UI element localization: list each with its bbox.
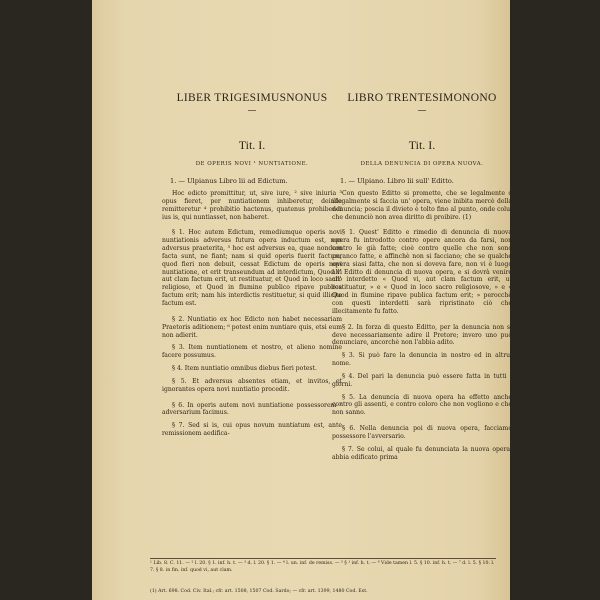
italian-paragraph: § 3. Si può fare la denuncia in nostro ed in altrui nome. (332, 352, 512, 368)
latin-title-dash: — (247, 106, 257, 116)
italian-title-heading: DELLA DENUNCIA DI OPERA NUOVA. (360, 161, 484, 167)
footnotes (150, 558, 496, 574)
italian-paragraph: § 6. Nella denuncia poi di nuova opera, facciamo possessore l'avversario. (332, 425, 512, 440)
italian-paragraph: § 1. Quest' Editto e rimedio di denuncia di nuova opera fu introdotto contro opere ancora da farsi, non contro le già fatte; cioè contro quelle che non sono peranco fatte, e affinchè non si facciano; che se qualche opera siasi fatta, che non si doveva fare, non vi è luogo all' Editto di denuncia di nuova opera, e si dovrà venire all' interdetto « Quod vi, aut clam factum erit, ut restituatur, » e « Quod in loco sacro religiosove, » e « Quod in flumine ripave publica factum erit; » perocchè con questi interdetti sarà ripristinato ciò che illecitamente fu fatto. (332, 229, 512, 315)
code-reference-note: (1) Art. 698. Cod. Civ. Ital.; cfr. art. 1508, 1507 Cod. Sardo; — cfr. art. 1399, 1480 Cod. Est. (150, 589, 368, 594)
italian-paragraph: § 4. Del pari la denuncia può essere fatta in tutti i giorni. (332, 372, 512, 388)
italian-book-title: LIBRO TRENTESIMONONO (347, 92, 497, 104)
italian-column (332, 92, 512, 461)
footnote-text: ¹ Lib. 8. C. 11. — ² l. 20. § 1. inf. h. t. — ³ d. l. 20. § 1. — ⁴ l. un. inf. de remiss. — ⁵ § ¹ inf. h. t. — ⁶ Vide tamen l. 5. § 10. inf. h. t. — ⁷ d. l. 5. § 10. l. 7. § 8. in fin. inf. quod vi, aut clam. (150, 561, 495, 573)
italian-jurist-heading: 1. — Ulpiano. Libro lii sull' Editto. (340, 177, 454, 185)
italian-title-number: Tit. I. (408, 138, 436, 152)
latin-paragraph: § 1. Hoc autem Edictum, remediumque operis novi nuntiationis adversus futura opera inductum est, non adversus praeterita, ⁵ hoc est adversus ea, quae nondum facta sunt, ne fiant; nam si quid operis fuerit factum, quod fieri non debuit, cessat Edictum de operis novi nuntiatione, et erit transeundum ad interdictum, Quod vi aut clam factum erit, ut restituatur, et Quod in loco sacro religioso, et Quod in flumine publico ripave publica factum erit; nam his interdictis restituetur, si quid illicite factum est. (162, 229, 342, 307)
italian-title-dash: — (417, 106, 427, 116)
latin-paragraph: § 3. Item nuntiationem et nostro, et alieno nomine facere possumus. (162, 344, 342, 360)
latin-paragraph: Hoc edicto promittitur, ut, sive iure, ² sive iniuria ³ opus fieret, per nuntiationem inhiberetur, deinde remitteretur ⁴ prohibitio hactenus, quatenus prohibendi ius is, qui nuntiasset, non haberet. (162, 190, 342, 221)
latin-paragraph: § 4. Item nuntiatio omnibus diebus fieri potest. (172, 365, 317, 373)
latin-paragraph: § 2. Nuntiatio ex hoc Edicto non habet necessariam Praetoris aditionem; ⁶ potest enim nuntiare quis, etsi eum non adierit. (162, 315, 342, 339)
latin-paragraph: § 7. Sed si is, cui opus novum nuntiatum est, ante remissionem aedifica- (162, 422, 342, 438)
italian-paragraph: § 2. In forza di questo Editto, per la denuncia non si deve necessariamente adire il Pretore; invero uno può denunciare, ancorchè non l'abbia adito. (332, 323, 512, 347)
latin-title-heading: DE OPERIS NOVI ¹ NUNTIATIONE. (195, 161, 309, 167)
latin-title-number: Tit. I. (238, 138, 266, 152)
italian-paragraph: § 7. Se colui, al quale fu denunciata la nuova opera, abbia edificato prima (332, 445, 512, 461)
latin-column (162, 92, 342, 438)
footnote-rule (150, 558, 496, 559)
latin-book-title: LIBER TRIGESIMUSNONUS (176, 92, 328, 104)
latin-jurist-heading: 1. — Ulpianus Libro lii ad Edictum. (170, 177, 288, 185)
latin-paragraph: § 5. Et adversus absentes etiam, et invitos, et ignorantes opera novi nuntiatio procedit. (162, 377, 342, 393)
italian-paragraph: § 5. La denuncia di nuova opera ha effetto anche contro gli assenti, e contro coloro che non vogliono e che non sanno. (332, 393, 512, 417)
italian-paragraph: Con questo Editto si promette, che se legalmente o illegalmente si faccia un' opera, viene inibita mercè della denuncia; poscia il divieto è tolto fino al punto, onde colui che denunciò non avea diritto di proibire. (1) (332, 190, 512, 221)
latin-paragraph: § 6. In operis autem novi nuntiatione possessorem ⁷ adversarium facimus. (162, 401, 342, 417)
book-page (92, 0, 510, 600)
